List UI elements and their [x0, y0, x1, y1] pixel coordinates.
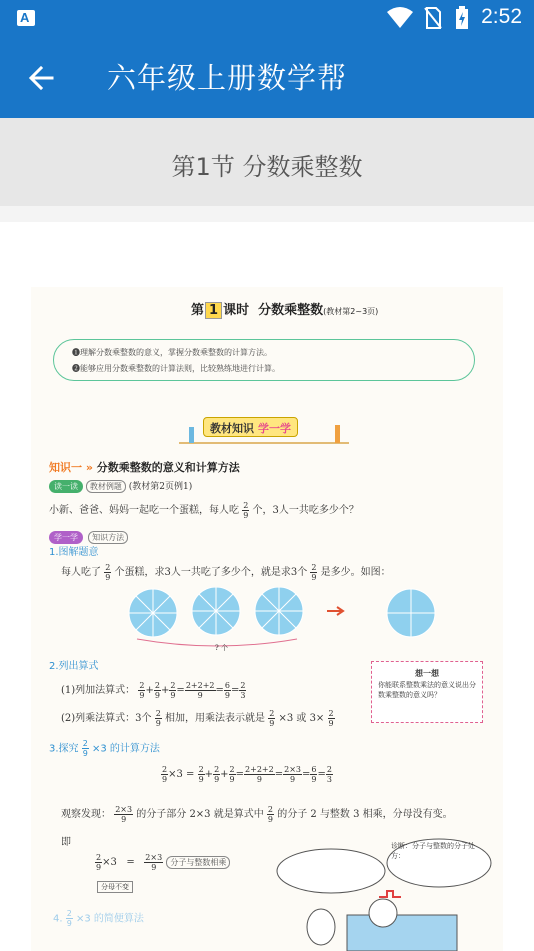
problem-text: 小新、爸爸、妈妈一起吃一个蛋糕，每人吃 $\frac{2}{9}$ 个，3人一共吃多少个？: [49, 501, 359, 520]
step-2-heading: 2.列出算式: [49, 661, 99, 672]
observation-text: 观察发现： $\frac{2\times 3}{9}$ 的分子部分 2×3 就是算式中 $\frac{2}{9}$ 的分子 2 与整数 3 相乘，分母没有变。: [61, 805, 453, 824]
step-1-heading: 1.图解题意: [49, 547, 99, 558]
back-button[interactable]: [22, 58, 62, 98]
wifi-icon: [386, 6, 414, 30]
arrow-back-icon: [22, 58, 62, 98]
step-1-text: 每人吃了 $\frac{2}{9}$ 个蛋糕，求3人一共吃了多少个，就是求3个 $\frac{2}{9}$ 是多少。如图：: [61, 563, 391, 582]
battery-charging-icon: [455, 6, 469, 30]
pie-diagram: [127, 587, 457, 653]
step-2-line-1: (1)列加法算式： $\frac{2}{9}$ + $\frac{2}{9}$ + $\frac{2}{9}$ = $\frac{2+2+2}{9}$ = $\frac{6}{9}$ = $\frac{2}{3}$: [61, 681, 246, 700]
app-notification-icon: A: [17, 10, 35, 26]
step-3-heading: 3.探究 $\frac{2}{9}$ ×3 的计算方法: [49, 739, 160, 758]
knowledge-heading: 知识一 » 分数乘整数的意义和计算方法: [49, 461, 240, 474]
section-badge: 教材知识 学一学: [179, 411, 349, 445]
ji-label: 即: [61, 837, 71, 848]
divider: [0, 206, 534, 222]
lesson-title: 第 1 课时 分数乘整数(教材第2~3页): [191, 303, 379, 318]
section-header: [0, 118, 534, 206]
pie-label: ? 个: [215, 644, 228, 652]
read-tag-row: 读一读 教材例题 (教材第2页例1): [49, 479, 192, 493]
diagnosis-text: 诊断：分子与整数的分子处方：: [391, 842, 475, 860]
section-title: 第1节 分数乘整数: [171, 153, 363, 181]
textbook-page-image[interactable]: [31, 287, 503, 951]
denominator-note: 分母不变: [97, 881, 133, 893]
app-title: 六年级上册数学帮: [107, 61, 348, 95]
app-bar: [0, 36, 534, 118]
step-4-heading: 4. $\frac{2}{9}$ ×3 的简便算法: [53, 909, 144, 928]
no-sim-icon: [424, 6, 442, 30]
status-bar: [0, 0, 534, 36]
step-2-line-2: (2)列乘法算式：3个 $\frac{2}{9}$ 相加，用乘法表示就是 $\frac{2}{9}$ ×3 或 3× $\frac{2}{9}$: [61, 709, 334, 728]
learning-objectives: ❶理解分数乘整数的意义，掌握分数乘整数的计算方法。 ❷能够应用分数乘整数的计算法则，比较熟练地进行计算。: [53, 339, 475, 381]
think-box: 想一想 你能联系整数乘法的意义说出分数乘整数的意义吗？: [371, 661, 483, 723]
step-3-equation: $\frac{2}{9}$ ×3 = $\frac{2}{9}$ + $\frac{2}{9}$ + $\frac{2}{9}$ = $\frac{2+2+2}{9}$ = $\frac{2\times 3}{9}$ = $\frac{6}{9}$ = $\frac{2}{3}$: [162, 765, 332, 784]
learn-tag-row: 学一学 知识方法: [49, 525, 128, 544]
formula: $\frac{2}{9}$ ×3 = $\frac{2\times 3}{9}$ 分子与整数相乘: [95, 853, 230, 872]
clock-time: 2:52: [481, 5, 522, 28]
